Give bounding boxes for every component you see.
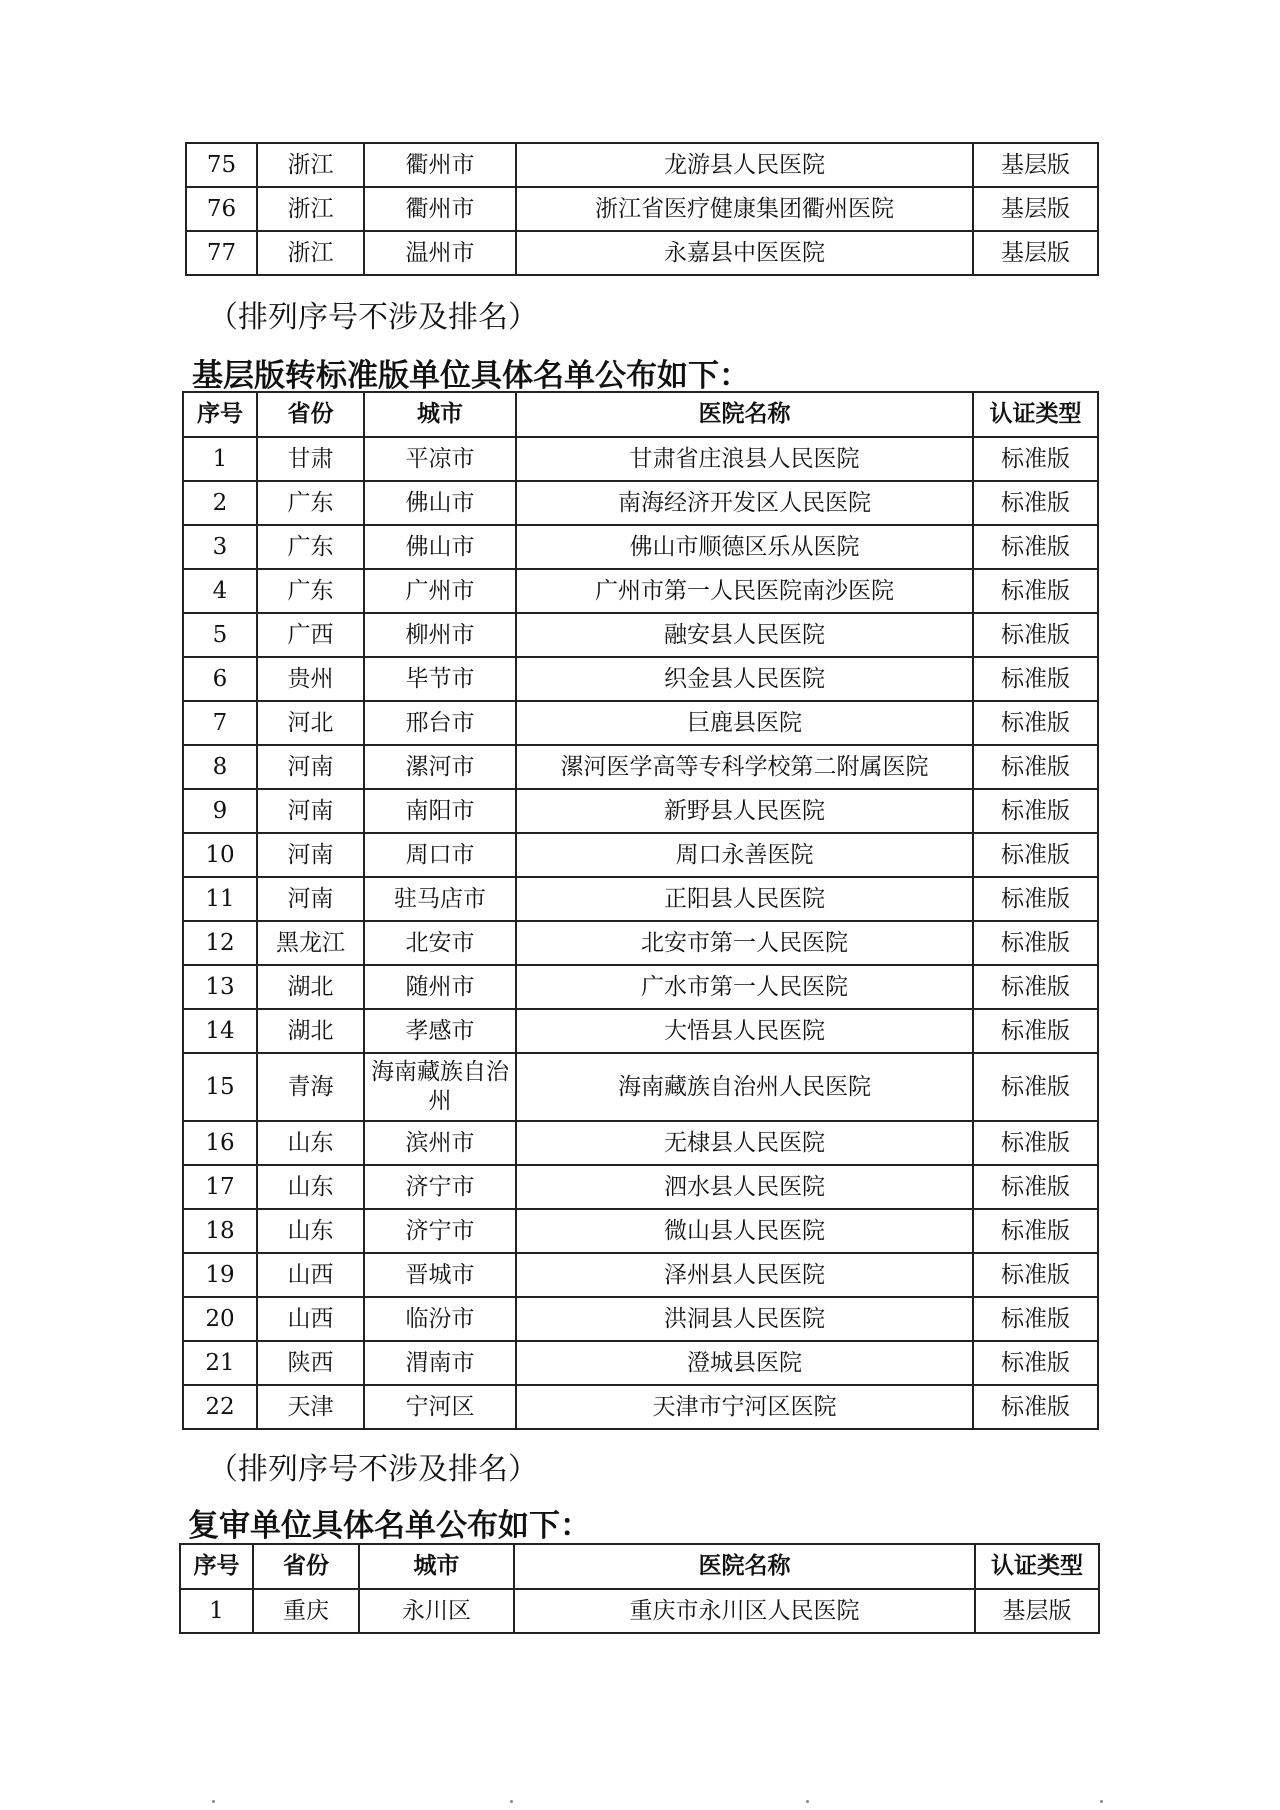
table-body: [180, 1589, 1099, 1633]
cell-type: 标准版: [973, 1253, 1098, 1297]
cell-hospital: 融安县人民医院: [516, 613, 973, 657]
cell-no: 76: [186, 187, 257, 231]
cell-province: 贵州: [257, 657, 364, 701]
cell-city: 驻马店市: [364, 877, 516, 921]
cell-province: 黑龙江: [257, 921, 364, 965]
cell-hospital: 永嘉县中医医院: [516, 231, 973, 275]
table-row: [183, 613, 1098, 657]
cell-no: 12: [183, 921, 257, 965]
cell-city: 晋城市: [364, 1253, 516, 1297]
column-header-type: 认证类型: [973, 392, 1098, 437]
cell-hospital: 无棣县人民医院: [516, 1121, 973, 1165]
cell-no: 75: [186, 143, 257, 187]
cell-type: 标准版: [973, 657, 1098, 701]
cell-type: 标准版: [973, 921, 1098, 965]
cell-province: 河南: [257, 877, 364, 921]
cell-hospital: 微山县人民医院: [516, 1209, 973, 1253]
column-header-hospital: 医院名称: [514, 1544, 975, 1589]
cell-city: 温州市: [364, 231, 516, 275]
column-header-hospital: 医院名称: [516, 392, 973, 437]
cell-province: 广东: [257, 481, 364, 525]
cell-city: 柳州市: [364, 613, 516, 657]
table-row: [183, 1297, 1098, 1341]
cell-type: 标准版: [973, 965, 1098, 1009]
cell-province: 青海: [257, 1053, 364, 1121]
cell-no: 14: [183, 1009, 257, 1053]
cell-no: 9: [183, 789, 257, 833]
hospital-table-continued: [185, 142, 1099, 276]
cell-no: 4: [183, 569, 257, 613]
cell-city: 济宁市: [364, 1209, 516, 1253]
cell-province: 山东: [257, 1209, 364, 1253]
cell-province: 山东: [257, 1165, 364, 1209]
cell-city: 衢州市: [364, 187, 516, 231]
cell-type: 标准版: [973, 1297, 1098, 1341]
cell-no: 22: [183, 1385, 257, 1429]
column-header-type: 认证类型: [975, 1544, 1099, 1589]
table-header: [183, 392, 1098, 437]
cell-hospital: 织金县人民医院: [516, 657, 973, 701]
cell-city: 北安市: [364, 921, 516, 965]
cell-hospital: 漯河医学高等专科学校第二附属医院: [516, 745, 973, 789]
cell-type: 基层版: [973, 143, 1098, 187]
cell-hospital: 泗水县人民医院: [516, 1165, 973, 1209]
table-row: [183, 1253, 1098, 1297]
cell-city: 孝感市: [364, 1009, 516, 1053]
table-row: [183, 657, 1098, 701]
cell-no: 77: [186, 231, 257, 275]
cell-city: 渭南市: [364, 1341, 516, 1385]
cell-city: 滨州市: [364, 1121, 516, 1165]
cell-hospital: 泽州县人民医院: [516, 1253, 973, 1297]
cell-hospital: 广水市第一人民医院: [516, 965, 973, 1009]
cell-no: 2: [183, 481, 257, 525]
cell-type: 标准版: [973, 1385, 1098, 1429]
cell-type: 标准版: [973, 1009, 1098, 1053]
cell-hospital: 龙游县人民医院: [516, 143, 973, 187]
cell-type: 标准版: [973, 1121, 1098, 1165]
cell-type: 标准版: [973, 789, 1098, 833]
cell-no: 11: [183, 877, 257, 921]
column-header-no: 序号: [180, 1544, 253, 1589]
table-row: [183, 745, 1098, 789]
column-header-no: 序号: [183, 392, 257, 437]
cell-city: 佛山市: [364, 481, 516, 525]
cell-hospital: 新野县人民医院: [516, 789, 973, 833]
cell-hospital: 北安市第一人民医院: [516, 921, 973, 965]
cell-no: 10: [183, 833, 257, 877]
table-row: [183, 481, 1098, 525]
cell-no: 8: [183, 745, 257, 789]
table-header: [180, 1544, 1099, 1589]
table-row: [183, 877, 1098, 921]
table-row: [186, 187, 1098, 231]
cell-province: 浙江: [257, 231, 364, 275]
cell-province: 重庆: [253, 1589, 359, 1633]
column-header-province: 省份: [253, 1544, 359, 1589]
cell-type: 标准版: [973, 833, 1098, 877]
cell-hospital: 海南藏族自治州人民医院: [516, 1053, 973, 1121]
table-row: [183, 921, 1098, 965]
cell-province: 山东: [257, 1121, 364, 1165]
cell-province: 山西: [257, 1297, 364, 1341]
cell-hospital: 广州市第一人民医院南沙医院: [516, 569, 973, 613]
cell-province: 浙江: [257, 187, 364, 231]
cell-hospital: 大悟县人民医院: [516, 1009, 973, 1053]
table-row: [183, 1341, 1098, 1385]
table-row: [183, 525, 1098, 569]
cell-hospital: 甘肃省庄浪县人民医院: [516, 437, 973, 481]
cell-hospital: 巨鹿县医院: [516, 701, 973, 745]
column-header-province: 省份: [257, 392, 364, 437]
cell-province: 甘肃: [257, 437, 364, 481]
cell-hospital: 南海经济开发区人民医院: [516, 481, 973, 525]
cell-province: 天津: [257, 1385, 364, 1429]
cell-province: 湖北: [257, 965, 364, 1009]
cell-no: 20: [183, 1297, 257, 1341]
header-row: [180, 1544, 1099, 1589]
review-hospital-table: [179, 1543, 1100, 1634]
cell-type: 标准版: [973, 1165, 1098, 1209]
ranking-note-2: （排列序号不涉及排名）: [208, 1452, 538, 1487]
cell-city: 平凉市: [364, 437, 516, 481]
column-header-city: 城市: [364, 392, 516, 437]
cell-no: 1: [183, 437, 257, 481]
table-row: [183, 1121, 1098, 1165]
cell-type: 标准版: [973, 437, 1098, 481]
table-row: [183, 569, 1098, 613]
cell-type: 基层版: [973, 231, 1098, 275]
cell-type: 标准版: [973, 701, 1098, 745]
cell-city: 毕节市: [364, 657, 516, 701]
column-header-city: 城市: [359, 1544, 514, 1589]
cell-no: 16: [183, 1121, 257, 1165]
table-row: [183, 1209, 1098, 1253]
table-row: [183, 1165, 1098, 1209]
cell-no: 1: [180, 1589, 253, 1633]
table-row: [183, 701, 1098, 745]
section-heading-review: 复审单位具体名单公布如下：: [188, 1508, 591, 1544]
table-row: [183, 965, 1098, 1009]
scan-mark: [510, 1800, 513, 1803]
cell-hospital: 浙江省医疗健康集团衢州医院: [516, 187, 973, 231]
cell-no: 3: [183, 525, 257, 569]
cell-province: 河南: [257, 789, 364, 833]
cell-province: 山西: [257, 1253, 364, 1297]
cell-type: 标准版: [973, 569, 1098, 613]
cell-type: 标准版: [973, 877, 1098, 921]
cell-city: 佛山市: [364, 525, 516, 569]
cell-province: 广西: [257, 613, 364, 657]
cell-type: 标准版: [973, 525, 1098, 569]
section-heading-upgrade: 基层版转标准版单位具体名单公布如下：: [192, 358, 750, 394]
cell-type: 标准版: [973, 1341, 1098, 1385]
table-body: [186, 143, 1098, 275]
scan-mark: [1100, 1800, 1103, 1803]
cell-city: 宁河区: [364, 1385, 516, 1429]
table-row: [183, 833, 1098, 877]
table-row: [183, 789, 1098, 833]
cell-province: 河南: [257, 745, 364, 789]
cell-no: 17: [183, 1165, 257, 1209]
table-row: [186, 231, 1098, 275]
table-row: [183, 1385, 1098, 1429]
cell-province: 湖北: [257, 1009, 364, 1053]
table-row: [180, 1589, 1099, 1633]
cell-city: 随州市: [364, 965, 516, 1009]
cell-no: 6: [183, 657, 257, 701]
ranking-note: （排列序号不涉及排名）: [208, 300, 538, 335]
cell-city: 邢台市: [364, 701, 516, 745]
cell-hospital: 重庆市永川区人民医院: [514, 1589, 975, 1633]
table-body: [183, 437, 1098, 1429]
table-row: [183, 1053, 1098, 1121]
cell-city: 漯河市: [364, 745, 516, 789]
table-row: [186, 143, 1098, 187]
cell-hospital: 天津市宁河区医院: [516, 1385, 973, 1429]
cell-type: 标准版: [973, 745, 1098, 789]
cell-city: 南阳市: [364, 789, 516, 833]
cell-type: 标准版: [973, 1053, 1098, 1121]
cell-hospital: 佛山市顺德区乐从医院: [516, 525, 973, 569]
cell-no: 21: [183, 1341, 257, 1385]
cell-city: 周口市: [364, 833, 516, 877]
cell-province: 广东: [257, 569, 364, 613]
cell-city: 临汾市: [364, 1297, 516, 1341]
table-row: [183, 437, 1098, 481]
cell-no: 15: [183, 1053, 257, 1121]
scan-mark: [212, 1800, 215, 1803]
cell-hospital: 洪洞县人民医院: [516, 1297, 973, 1341]
cell-type: 标准版: [973, 481, 1098, 525]
cell-no: 13: [183, 965, 257, 1009]
table-row: [183, 1009, 1098, 1053]
cell-no: 7: [183, 701, 257, 745]
cell-province: 广东: [257, 525, 364, 569]
cell-city: 衢州市: [364, 143, 516, 187]
cell-city: 广州市: [364, 569, 516, 613]
cell-type: 标准版: [973, 613, 1098, 657]
cell-city: 永川区: [359, 1589, 514, 1633]
cell-province: 陕西: [257, 1341, 364, 1385]
cell-type: 基层版: [973, 187, 1098, 231]
cell-province: 浙江: [257, 143, 364, 187]
cell-province: 河北: [257, 701, 364, 745]
cell-no: 5: [183, 613, 257, 657]
cell-no: 19: [183, 1253, 257, 1297]
cell-province: 河南: [257, 833, 364, 877]
scan-mark: [806, 1800, 809, 1803]
cell-no: 18: [183, 1209, 257, 1253]
cell-hospital: 澄城县医院: [516, 1341, 973, 1385]
cell-city: 济宁市: [364, 1165, 516, 1209]
cell-hospital: 正阳县人民医院: [516, 877, 973, 921]
header-row: [183, 392, 1098, 437]
cell-city: 海南藏族自治州: [364, 1053, 516, 1121]
upgrade-hospital-table: [182, 391, 1099, 1430]
cell-type: 基层版: [975, 1589, 1099, 1633]
cell-hospital: 周口永善医院: [516, 833, 973, 877]
cell-type: 标准版: [973, 1209, 1098, 1253]
